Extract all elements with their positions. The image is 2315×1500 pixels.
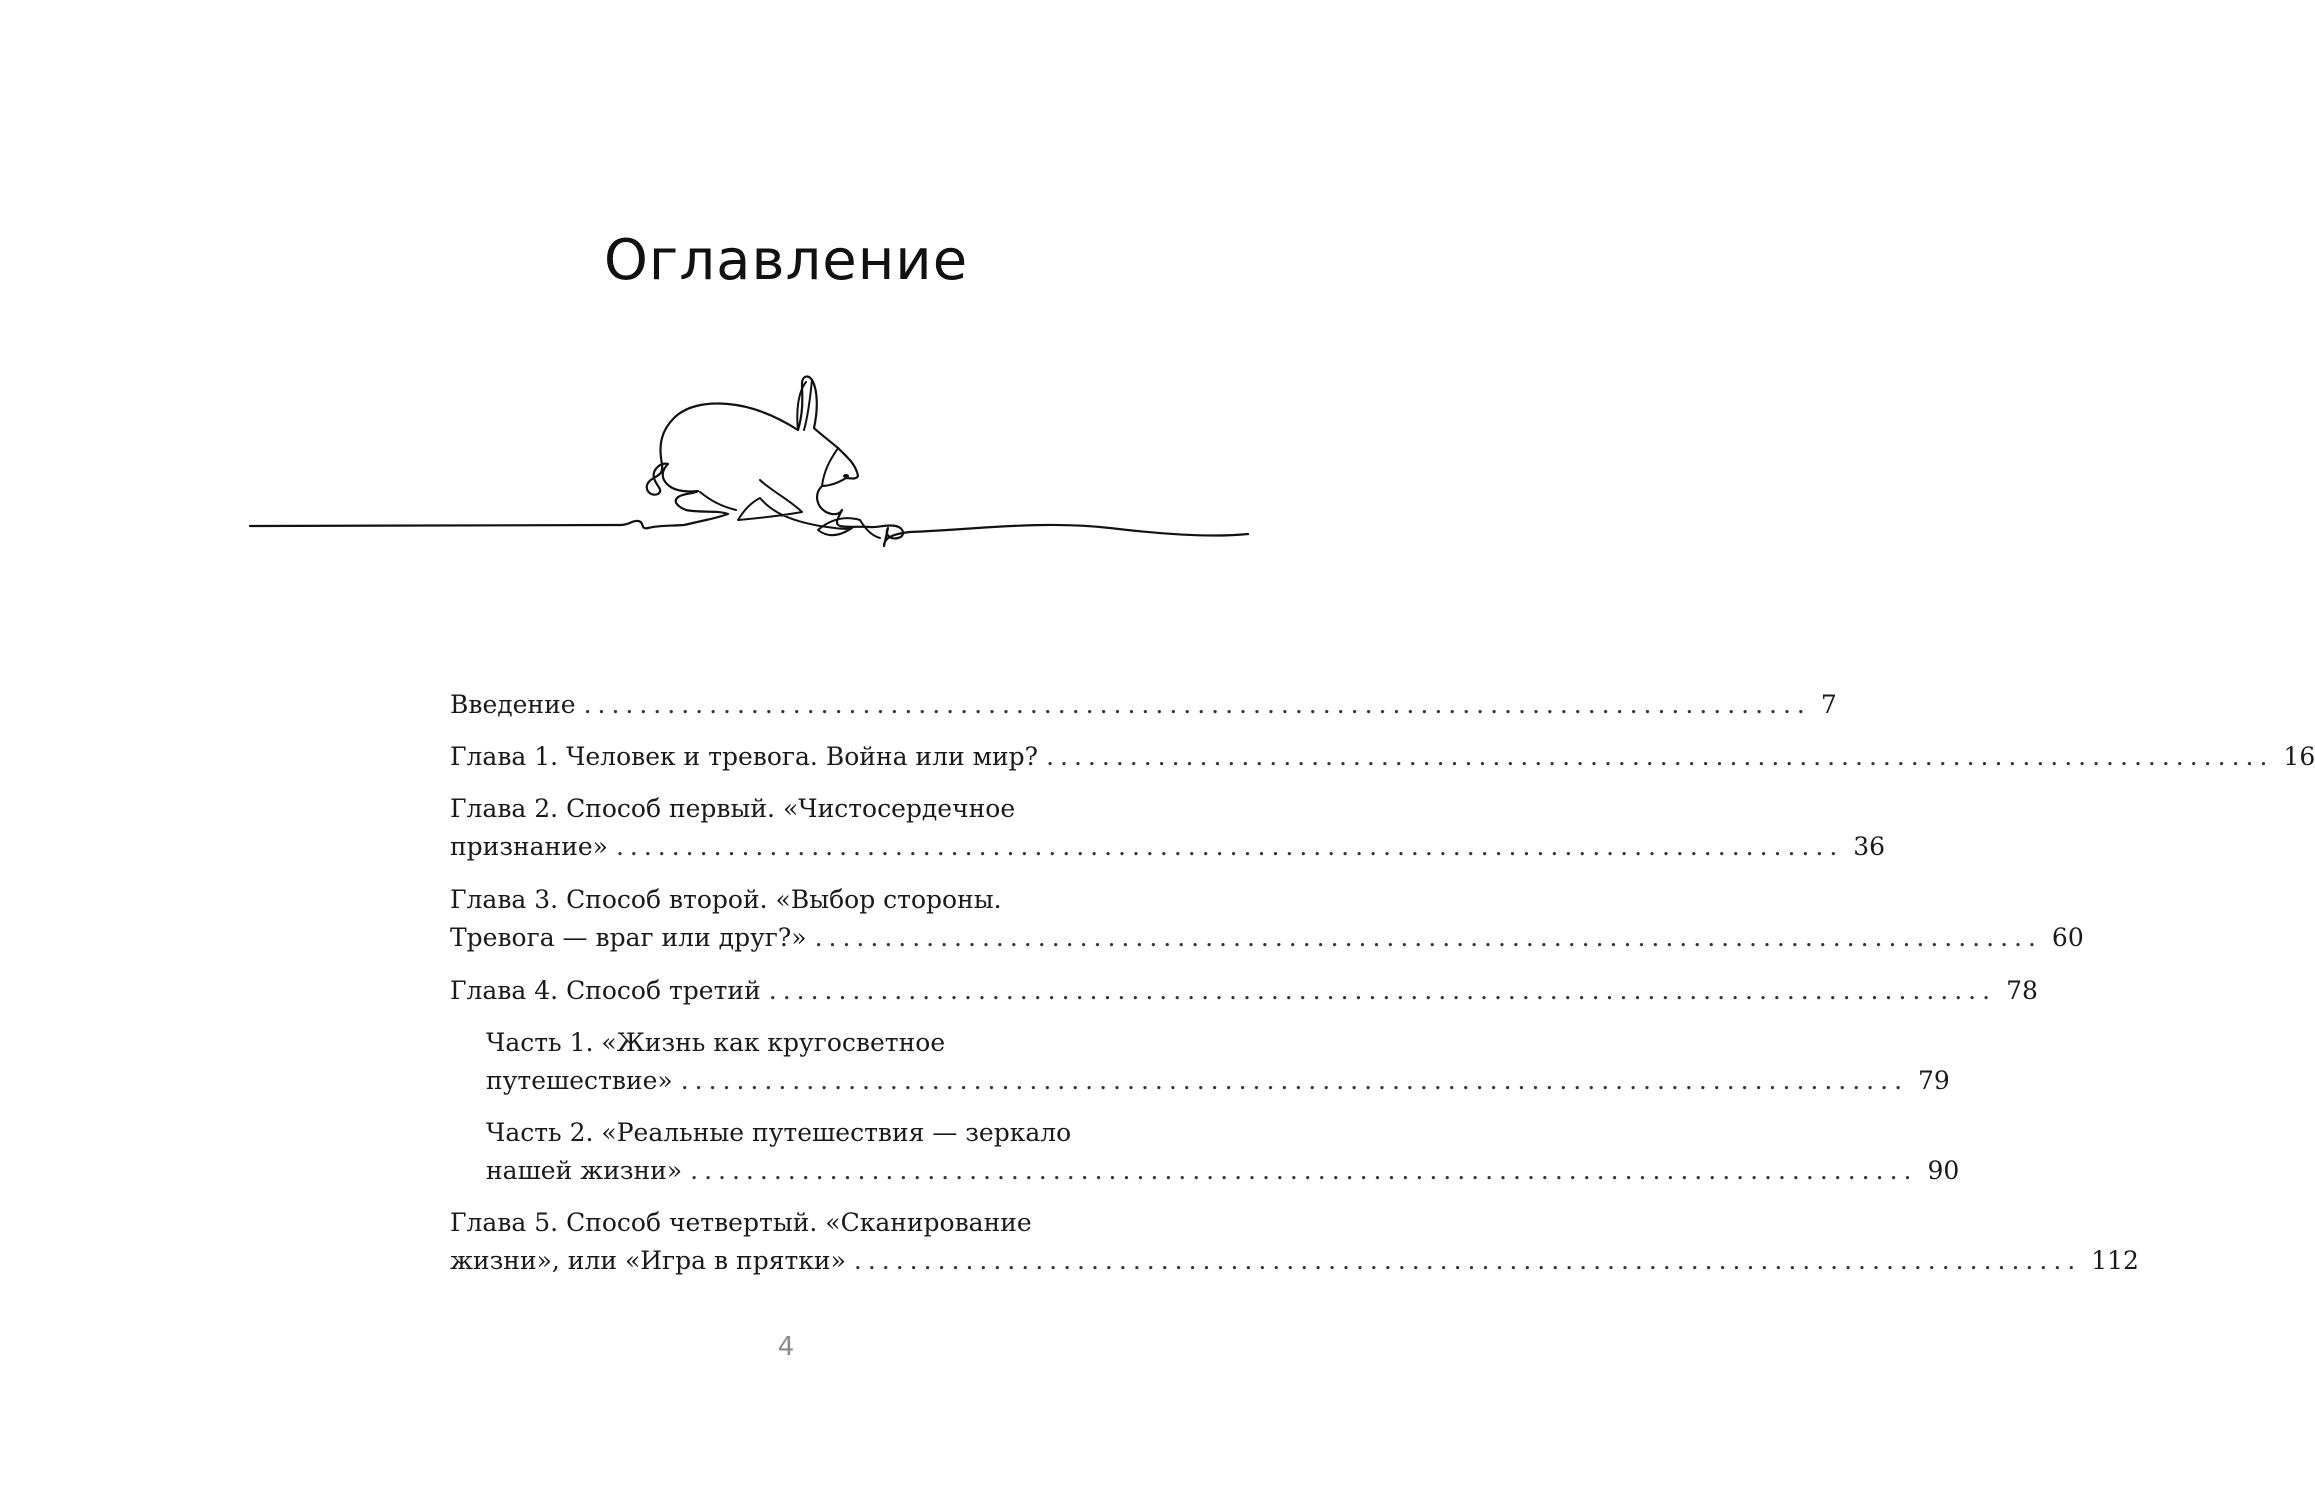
toc-entry-title-line2: Тревога — враг или друг?» xyxy=(450,923,807,952)
dot-leader: ........................................................................................ xyxy=(583,690,1811,719)
toc-entry-title: Введение xyxy=(450,690,576,719)
toc-entry-title-line2: нашей жизни» xyxy=(486,1156,683,1185)
toc-page-number: 79 xyxy=(1918,1066,1950,1095)
toc-entry-chapter-5[interactable] xyxy=(450,1204,2139,1280)
toc-entry-title-line1: Глава 2. Способ первый. «Чистосердечное xyxy=(450,794,1016,823)
dot-leader: ........................................................................................ xyxy=(853,1246,2082,1275)
toc-entry-title: Глава 4. Способ третий xyxy=(450,976,761,1005)
toc-entry-title-line1: Глава 3. Способ второй. «Выбор стороны. xyxy=(450,885,1002,914)
rabbit-line-drawing-icon xyxy=(0,360,1500,580)
toc-page-number: 60 xyxy=(2051,923,2084,952)
toc-entry-chapter-1[interactable] xyxy=(450,738,2315,776)
toc-page-number: 36 xyxy=(1853,832,1886,861)
toc-page-number: 78 xyxy=(2006,976,2038,1005)
dot-leader: ........................................................................................ xyxy=(814,923,2042,952)
toc-entry-introduction[interactable] xyxy=(450,686,1837,724)
dot-leader: ........................................................................................ xyxy=(690,1156,1918,1185)
dot-leader: ........................................................................................ xyxy=(680,1066,1909,1095)
toc-entry-title-line1: Часть 2. «Реальные путешествия — зеркало xyxy=(486,1118,1072,1147)
toc-entry-title-line1: Часть 1. «Жизнь как кругосветное xyxy=(486,1028,946,1057)
toc-page-number: 16 xyxy=(2283,742,2315,771)
toc-entry-chapter-3[interactable] xyxy=(450,881,2084,957)
page-title: Оглавление xyxy=(603,228,969,293)
toc-page-number: 112 xyxy=(2091,1246,2139,1275)
toc-entry-chapter-4-part-1[interactable] xyxy=(486,1024,1950,1100)
toc-page-number: 90 xyxy=(1927,1156,1960,1185)
toc-entry-chapter-2[interactable] xyxy=(450,790,1886,866)
toc-page-number: 7 xyxy=(1820,690,1837,719)
toc-entry-title-line2: жизни», или «Игра в прятки» xyxy=(450,1246,846,1275)
page-number: 4 xyxy=(777,1332,795,1362)
dot-leader: ........................................................................................ xyxy=(615,832,1844,861)
toc-entry-title-line2: признание» xyxy=(450,832,608,861)
toc-entry-chapter-4-part-2[interactable] xyxy=(486,1114,1960,1190)
dot-leader: ........................................................................................ xyxy=(768,976,1997,1005)
dot-leader: ........................................................................................ xyxy=(1046,742,2274,771)
toc-entry-title-line2: путешествие» xyxy=(486,1066,673,1095)
toc-entry-title: Глава 1. Человек и тревога. Война или мир? xyxy=(450,742,1039,771)
toc-entry-chapter-4[interactable] xyxy=(450,972,2038,1010)
toc-entry-title-line1: Глава 5. Способ четвертый. «Сканирование xyxy=(450,1208,1032,1237)
